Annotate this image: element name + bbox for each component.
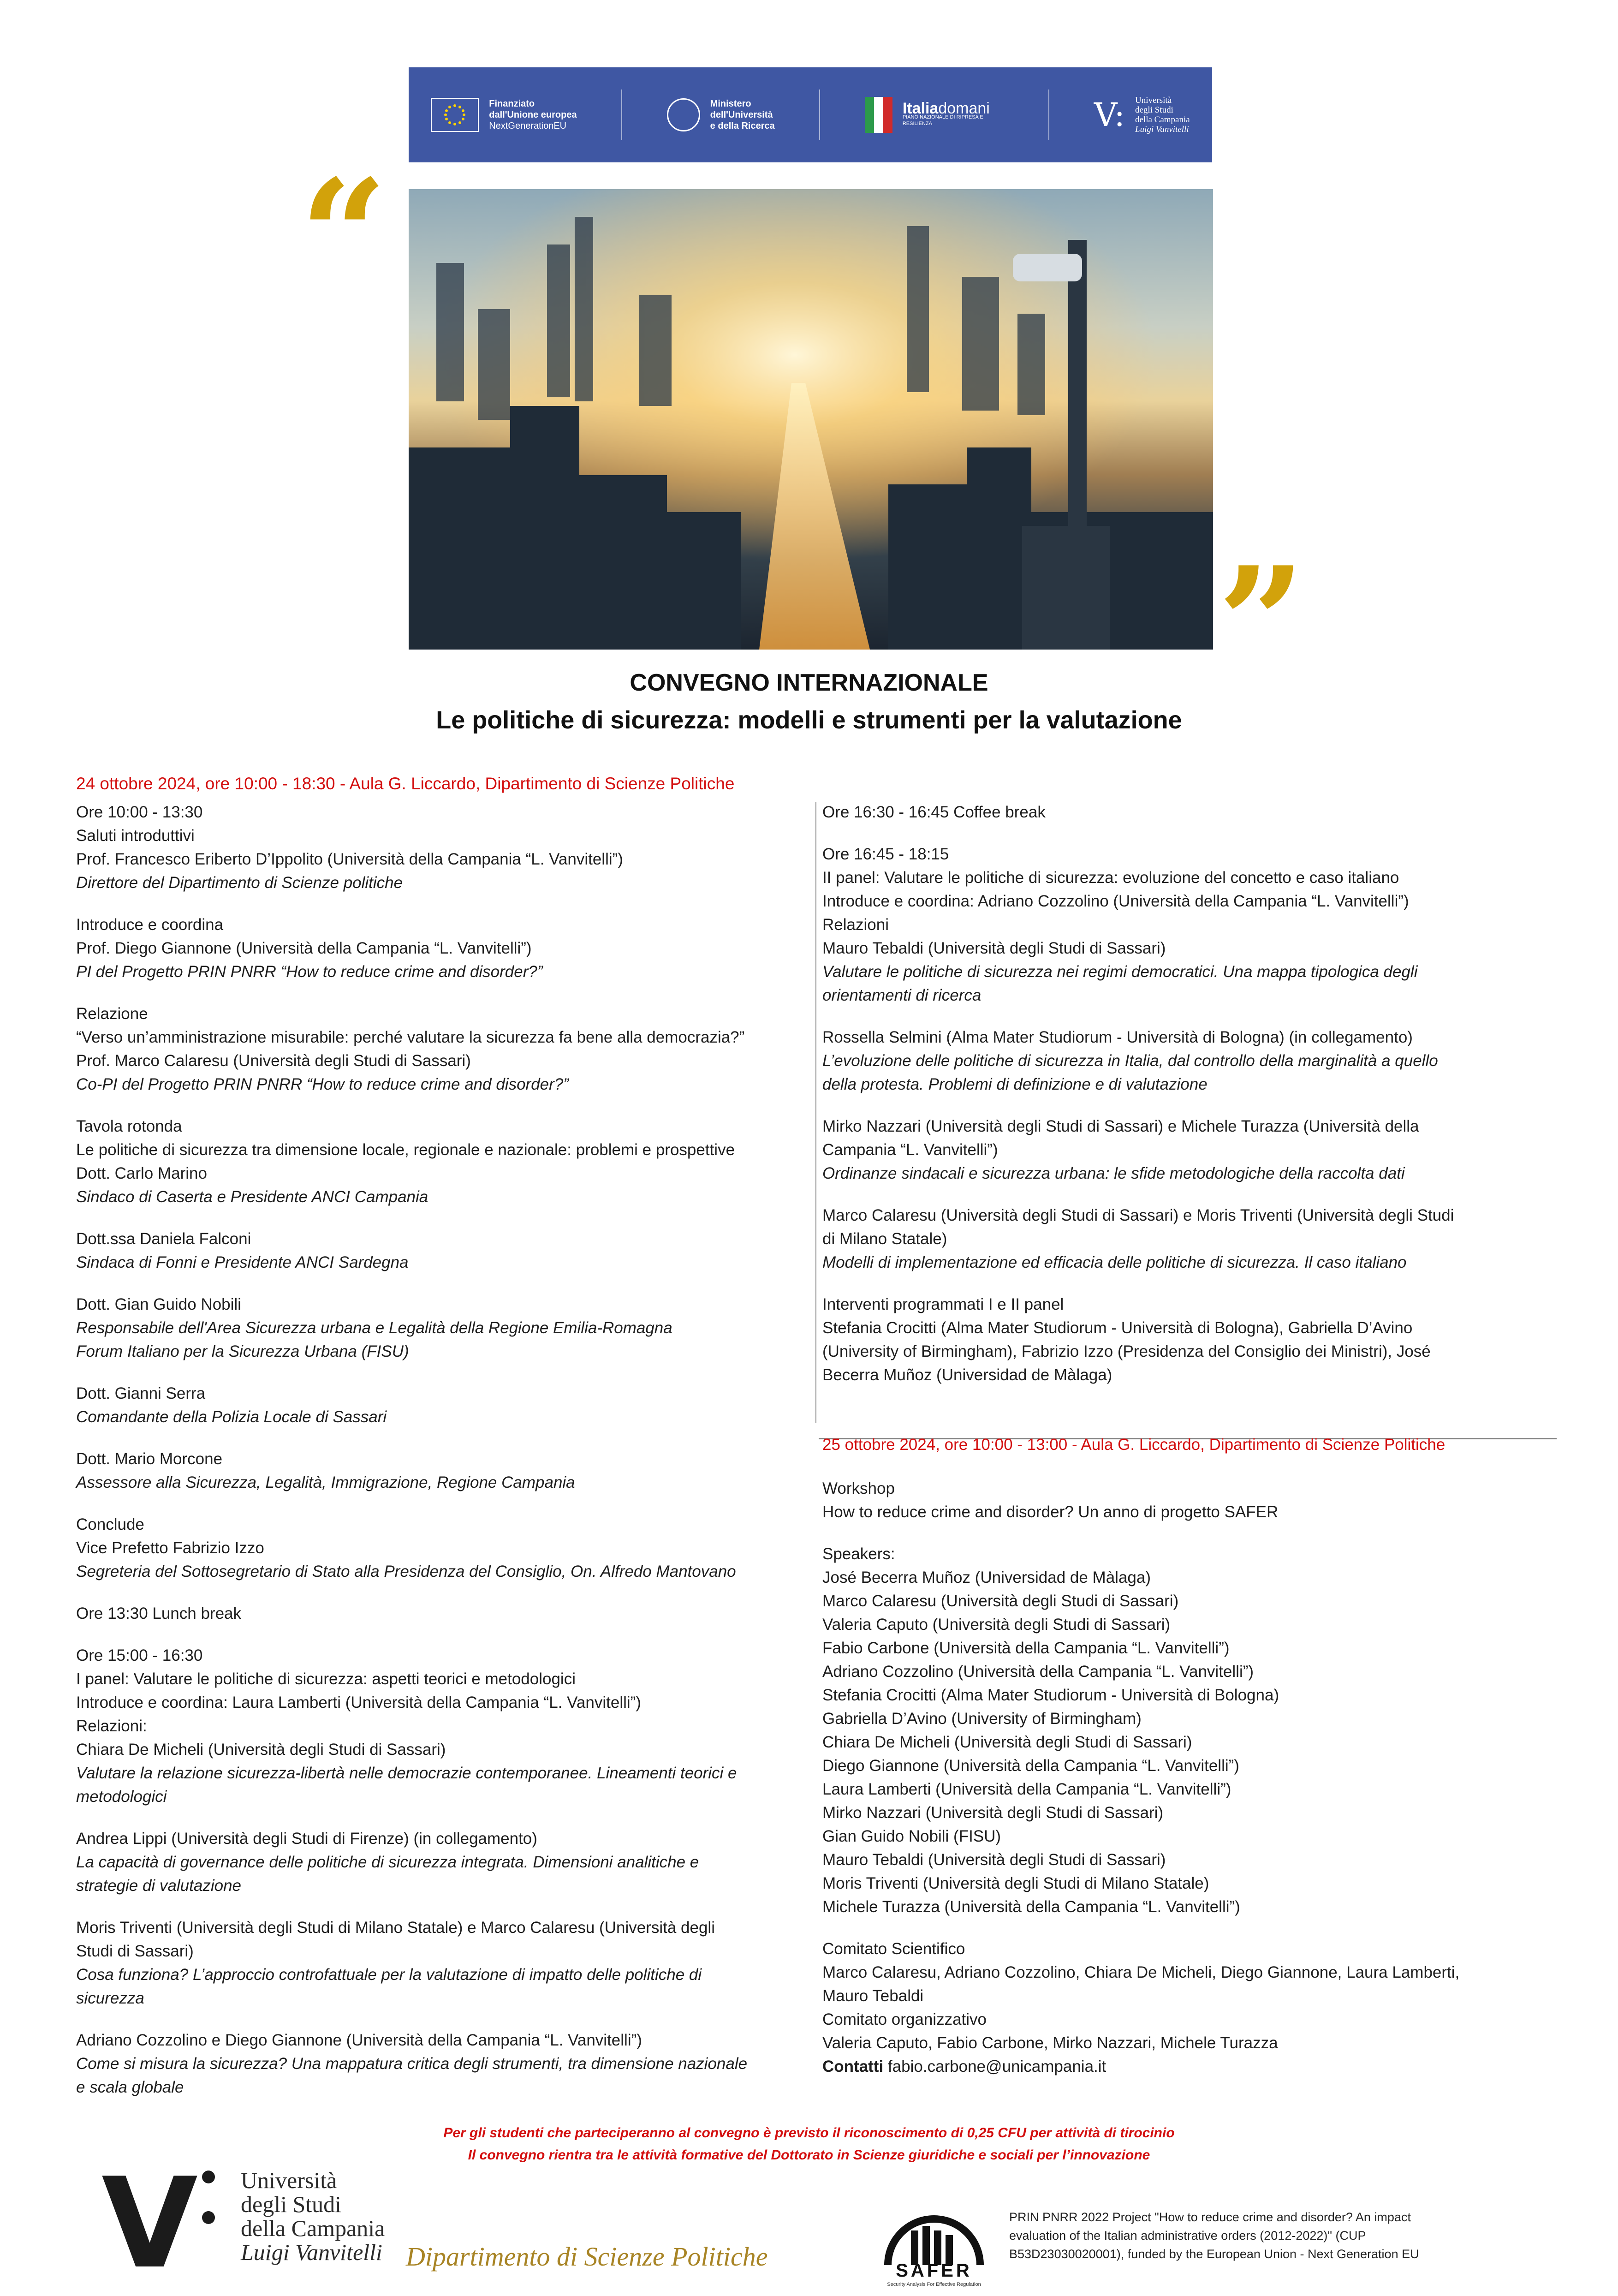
program-left-column xyxy=(76,800,796,2099)
speaker-list-item: Valeria Caputo (Università degli Studi di Sassari) xyxy=(822,1616,1171,1634)
talk-title: Ordinanze sindacali e sicurezza urbana: le sfide metodologiche della raccolta dati xyxy=(822,1164,1405,1182)
speaker-name: Dott. Carlo Marino xyxy=(76,1164,207,1182)
eu-line-3: NextGenerationEU xyxy=(489,121,567,131)
prin-line-2: evaluation of the Italian administrative orders (2012-2022)" (CUP xyxy=(1009,2229,1366,2242)
speaker-name: Marco Calaresu (Università degli Studi di Sassari) e Moris Triventi (Università degli Studi xyxy=(822,1206,1454,1224)
coordinator-label: Introduce e coordina xyxy=(822,892,970,910)
ministry-line-2: dell'Università xyxy=(710,110,773,120)
security-camera-icon xyxy=(1013,254,1082,281)
safer-wordmark: SAFER xyxy=(896,2260,972,2281)
speaker-role: Co-PI del Progetto PRIN PNRR “How to reduce crime and disorder?” xyxy=(76,1075,569,1093)
break-item: Ore 16:30 - 16:45 Coffee break xyxy=(822,803,1046,821)
speaker-name: Andrea Lippi (Università degli Studi di Firenze) (in collegamento) xyxy=(76,1830,537,1848)
event-main-title: Le politiche di sicurezza: modelli e strumenti per la valutazione xyxy=(436,706,1182,734)
university-name xyxy=(241,2168,385,2264)
speaker-role: Assessore alla Sicurezza, Legalità, Immigrazione, Regione Campania xyxy=(76,1473,575,1491)
speaker-role: Responsabile dell'Area Sicurezza urbana e Legalità della Regione Emilia-Romagna xyxy=(76,1319,672,1337)
speaker-name: Dott.ssa Daniela Falconi xyxy=(76,1230,251,1248)
speaker-name: Chiara De Micheli (Università degli Studi di Sassari) xyxy=(76,1741,446,1759)
eu-line-1: Finanziato xyxy=(489,99,535,109)
speaker-role: Forum Italiano per la Sicurezza Urbana (FISU) xyxy=(76,1342,409,1360)
section-label: Relazioni: xyxy=(76,1717,147,1735)
speaker-name: Mauro Tebaldi (Università degli Studi di Sassari) xyxy=(822,939,1166,957)
student-notes xyxy=(0,2122,1618,2166)
speaker-list-item: Fabio Carbone (Università della Campania “L. Vanvitelli”) xyxy=(822,1639,1230,1657)
speaker-role: Comandante della Polizia Locale di Sassari xyxy=(76,1408,387,1426)
italiadomani-logo-group xyxy=(865,97,1004,133)
session-time: Ore 15:00 - 16:30 xyxy=(76,1646,203,1664)
session-time: Ore 16:45 - 18:15 xyxy=(822,845,949,863)
speaker-name: Prof. Francesco Eriberto D’Ippolito (Università della Campania “L. Vanvitelli”) xyxy=(76,850,623,868)
panel-coordinator xyxy=(822,889,1542,913)
speaker-role: Sindaco di Caserta e Presidente ANCI Campania xyxy=(76,1188,428,1206)
eu-stars-icon xyxy=(432,99,478,131)
workshop-title: How to reduce crime and disorder? Un anno di progetto SAFER xyxy=(822,1503,1279,1521)
speaker-name: Moris Triventi (Università degli Studi di Milano Statale) e Marco Calaresu (Università degli xyxy=(76,1919,715,1937)
talk-title: Come si misura la sicurezza? Una mappatura critica degli strumenti, tra dimensione nazionale xyxy=(76,2055,748,2073)
talk-title: sicurezza xyxy=(76,1989,144,2007)
intervention-list: (University of Birmingham), Fabrizio Izzo (Presidenza del Consiglio dei Ministri), José xyxy=(822,1342,1431,1360)
section-label: Introduce e coordina xyxy=(76,916,224,934)
speaker-list-item: Moris Triventi (Università degli Studi di Milano Statale) xyxy=(822,1874,1209,1892)
speakers-list xyxy=(822,1566,1542,1919)
coordinator-name: : Adriano Cozzolino (Università della Campania “L. Vanvitelli”) xyxy=(970,892,1409,910)
section-label: Tavola rotonda xyxy=(76,1117,182,1135)
section-label: Comitato Scientifico xyxy=(822,1940,965,1958)
session-title: Saluti introduttivi xyxy=(76,827,195,845)
talk-title: La capacità di governance delle politiche di sicurezza integrata. Dimensioni analitiche e xyxy=(76,1853,699,1871)
talk-title: strategie di valutazione xyxy=(76,1877,241,1895)
speaker-list-item: Michele Turazza (Università della Campania “L. Vanvitelli”) xyxy=(822,1898,1240,1916)
ministry-line-3: e della Ricerca xyxy=(710,121,775,131)
speaker-list-item: José Becerra Muñoz (Universidad de Màlaga) xyxy=(822,1568,1151,1586)
univ-line-4: Luigi Vanvitelli xyxy=(241,2239,382,2265)
univ-line-1: Università xyxy=(241,2167,337,2193)
speaker-name: Dott. Gianni Serra xyxy=(76,1384,206,1402)
speaker-role: Sindaca di Fonni e Presidente ANCI Sardegna xyxy=(76,1253,409,1271)
talk-title: e scala globale xyxy=(76,2078,184,2096)
talk-title: Valutare le politiche di sicurezza nei regimi democratici. Una mappa tipologica degli xyxy=(822,963,1418,981)
contacts-label: Contatti xyxy=(822,2057,884,2075)
eu-line-2: dall'Unione europea xyxy=(489,110,577,120)
city-skyline-illustration xyxy=(409,189,1213,650)
speaker-list-item: Gabriella D’Avino (University of Birmingham) xyxy=(822,1710,1142,1728)
talk-title: orientamenti di ricerca xyxy=(822,986,982,1004)
vanvitelli-logo-colon xyxy=(202,2171,215,2252)
committee-members: Valeria Caputo, Fabio Carbone, Mirko Nazzari, Michele Turazza xyxy=(822,2034,1278,2052)
column-divider xyxy=(815,802,816,1423)
section-label: Interventi programmati I e II panel xyxy=(822,1295,1064,1313)
italiadomani-wordmark: Italiadomani xyxy=(902,100,990,117)
intervention-list: Stefania Crocitti (Alma Mater Studiorum - Università di Bologna), Gabriella D’Avino xyxy=(822,1319,1413,1337)
speaker-list-item: Chiara De Micheli (Università degli Studi di Sassari) xyxy=(822,1733,1192,1751)
hero-city-image xyxy=(409,189,1213,650)
speaker-name: Prof. Marco Calaresu (Università degli Studi di Sassari) xyxy=(76,1052,471,1070)
funding-banner xyxy=(409,67,1212,162)
section-label: Relazione xyxy=(76,1005,148,1023)
speaker-role: Direttore del Dipartimento di Scienze politiche xyxy=(76,874,403,892)
coordinator-name: : Laura Lamberti (Università della Campania “L. Vanvitelli”) xyxy=(223,1694,641,1712)
eu-logo-group xyxy=(431,98,577,132)
section-label: Relazioni xyxy=(822,916,889,934)
banner-univ-line-1: Università xyxy=(1135,95,1172,105)
talk-title: della protesta. Problemi di definizione e di valutazione xyxy=(822,1075,1208,1093)
prin-line-3: B53D23030020001), funded by the European Union - Next Generation EU xyxy=(1009,2247,1419,2261)
ministry-logo-group xyxy=(667,98,775,131)
speaker-list-item: Adriano Cozzolino (Università della Campania “L. Vanvitelli”) xyxy=(822,1663,1254,1681)
section-label: Comitato organizzativo xyxy=(822,2010,987,2028)
committee-members: Marco Calaresu, Adriano Cozzolino, Chiara De Micheli, Diego Giannone, Laura Lamberti, xyxy=(822,1963,1460,1981)
day2-heading: 25 ottobre 2024, ore 10:00 - 13:00 - Aula G. Liccardo, Dipartimento di Scienze Politiche xyxy=(822,1436,1445,1454)
speaker-name: Prof. Diego Giannone (Università della Campania “L. Vanvitelli”) xyxy=(76,939,532,957)
speaker-role: PI del Progetto PRIN PNRR “How to reduce crime and disorder?” xyxy=(76,963,543,981)
prin-line-1: PRIN PNRR 2022 Project "How to reduce crime and disorder? An impact xyxy=(1009,2210,1411,2224)
vanvitelli-logo-icon: V xyxy=(101,2151,198,2296)
ministry-seal-icon xyxy=(667,98,700,131)
department-name: Dipartimento di Scienze Politiche xyxy=(406,2242,768,2272)
speaker-list-item: Stefania Crocitti (Alma Mater Studiorum - Università di Bologna) xyxy=(822,1686,1279,1704)
talk-title: Valutare la relazione sicurezza-libertà nelle democrazie contemporanee. Lineamenti teorici e xyxy=(76,1764,737,1782)
roundtable-topic: Le politiche di sicurezza tra dimensione locale, regionale e nazionale: problemi e prospettive xyxy=(76,1141,735,1159)
panel-title: II panel: Valutare le politiche di sicurezza: evoluzione del concetto e caso italiano xyxy=(822,869,1399,887)
banner-divider xyxy=(819,89,820,140)
banner-univ-line-4: Luigi Vanvitelli xyxy=(1135,125,1189,134)
speaker-name: Rossella Selmini (Alma Mater Studiorum - Università di Bologna) (in collegamento) xyxy=(822,1028,1413,1046)
speaker-list-item: Marco Calaresu (Università degli Studi di Sassari) xyxy=(822,1592,1179,1610)
speaker-role: Segreteria del Sottosegretario di Stato alla Presidenza del Consiglio, On. Alfredo Mantovano xyxy=(76,1562,736,1580)
contact-email-link[interactable]: fabio.carbone@unicampania.it xyxy=(887,2057,1106,2075)
talk-title: Cosa funziona? L’approccio controfattuale per la valutazione di impatto delle politiche di xyxy=(76,1966,702,1984)
speaker-name: Dott. Gian Guido Nobili xyxy=(76,1295,241,1313)
contacts-line xyxy=(822,2055,1542,2078)
coordinator-label: Introduce e coordina xyxy=(76,1694,224,1712)
panel-title: I panel: Valutare le politiche di sicurezza: aspetti teorici e metodologici xyxy=(76,1670,576,1688)
section-label: Conclude xyxy=(76,1515,144,1533)
speaker-name: Mirko Nazzari (Università degli Studi di Sassari) e Michele Turazza (Università della xyxy=(822,1117,1419,1135)
speaker-name: Adriano Cozzolino e Diego Giannone (Università della Campania “L. Vanvitelli”) xyxy=(76,2031,642,2049)
italy-flag-icon xyxy=(865,97,892,133)
program-right-column xyxy=(822,800,1542,2078)
cfu-note: Per gli studenti che parteciperanno al convegno è previsto il riconoscimento di 0,25 CFU per attività di tirocinio xyxy=(443,2125,1175,2141)
italiadomani-subtitle: PIANO NAZIONALE DI RIPRESA E RESILIENZA xyxy=(902,114,983,126)
safer-tagline: Security Analysis For Effective Regulation xyxy=(887,2282,981,2287)
eu-flag-icon xyxy=(431,98,479,132)
talk-title: Modelli di implementazione ed efficacia delle politiche di sicurezza. Il caso italiano xyxy=(822,1253,1407,1271)
speaker-list-item: Laura Lamberti (Università della Campania “L. Vanvitelli”) xyxy=(822,1780,1231,1798)
section-label: Speakers: xyxy=(822,1545,895,1563)
day1-heading: 24 ottobre 2024, ore 10:00 - 18:30 - Aula G. Liccardo, Dipartimento di Scienze Politiche xyxy=(76,774,735,793)
talk-title: L’evoluzione delle politiche di sicurezza in Italia, dal controllo della marginalità a quello xyxy=(822,1052,1438,1070)
close-quote-mark: ” xyxy=(1218,533,1305,712)
speaker-list-item: Mauro Tebaldi (Università degli Studi di Sassari) xyxy=(822,1851,1166,1869)
doctorate-note: Il convegno rientra tra le attività formative del Dottorato in Scienze giuridiche e sociali per l’innovazione xyxy=(468,2147,1150,2163)
banner-divider xyxy=(1048,89,1049,140)
speaker-list-item: Diego Giannone (Università della Campania “L. Vanvitelli”) xyxy=(822,1757,1239,1775)
workshop-label: Workshop xyxy=(822,1479,895,1497)
eu-text xyxy=(489,98,577,131)
speaker-name: Dott. Mario Morcone xyxy=(76,1450,223,1468)
speaker-name: Studi di Sassari) xyxy=(76,1942,194,1960)
session-time: Ore 10:00 - 13:30 xyxy=(76,803,203,821)
speaker-list-item: Gian Guido Nobili (FISU) xyxy=(822,1827,1001,1845)
break-item: Ore 13:30 Lunch break xyxy=(76,1604,242,1622)
intervention-list: Becerra Muñoz (Universidad de Màlaga) xyxy=(822,1366,1112,1384)
banner-univ-line-3: della Campania xyxy=(1135,115,1190,125)
univ-line-2: degli Studi xyxy=(241,2191,342,2217)
banner-divider xyxy=(621,89,622,140)
vanvitelli-logo-group xyxy=(1094,95,1190,134)
speaker-name: Campania “L. Vanvitelli”) xyxy=(822,1141,998,1159)
univ-line-3: della Campania xyxy=(241,2215,385,2241)
panel-coordinator xyxy=(76,1691,796,1714)
ministry-line-1: Ministero xyxy=(710,99,751,109)
prin-project-info xyxy=(1009,2208,1526,2263)
open-quote-mark: “ xyxy=(300,146,387,325)
talk-title: “Verso un’amministrazione misurabile: perché valutare la sicurezza fa bene alla democrazia?” xyxy=(76,1028,745,1046)
vanvitelli-v-icon: V: xyxy=(1094,96,1125,134)
speaker-name: Vice Prefetto Fabrizio Izzo xyxy=(76,1539,264,1557)
speaker-name: di Milano Statale) xyxy=(822,1230,947,1248)
talk-title: metodologici xyxy=(76,1788,167,1806)
event-type-title: CONVEGNO INTERNAZIONALE xyxy=(630,669,988,696)
banner-univ-line-2: degli Studi xyxy=(1135,105,1173,115)
speaker-list-item: Mirko Nazzari (Università degli Studi di Sassari) xyxy=(822,1804,1164,1822)
committee-members: Mauro Tebaldi xyxy=(822,1987,924,2005)
